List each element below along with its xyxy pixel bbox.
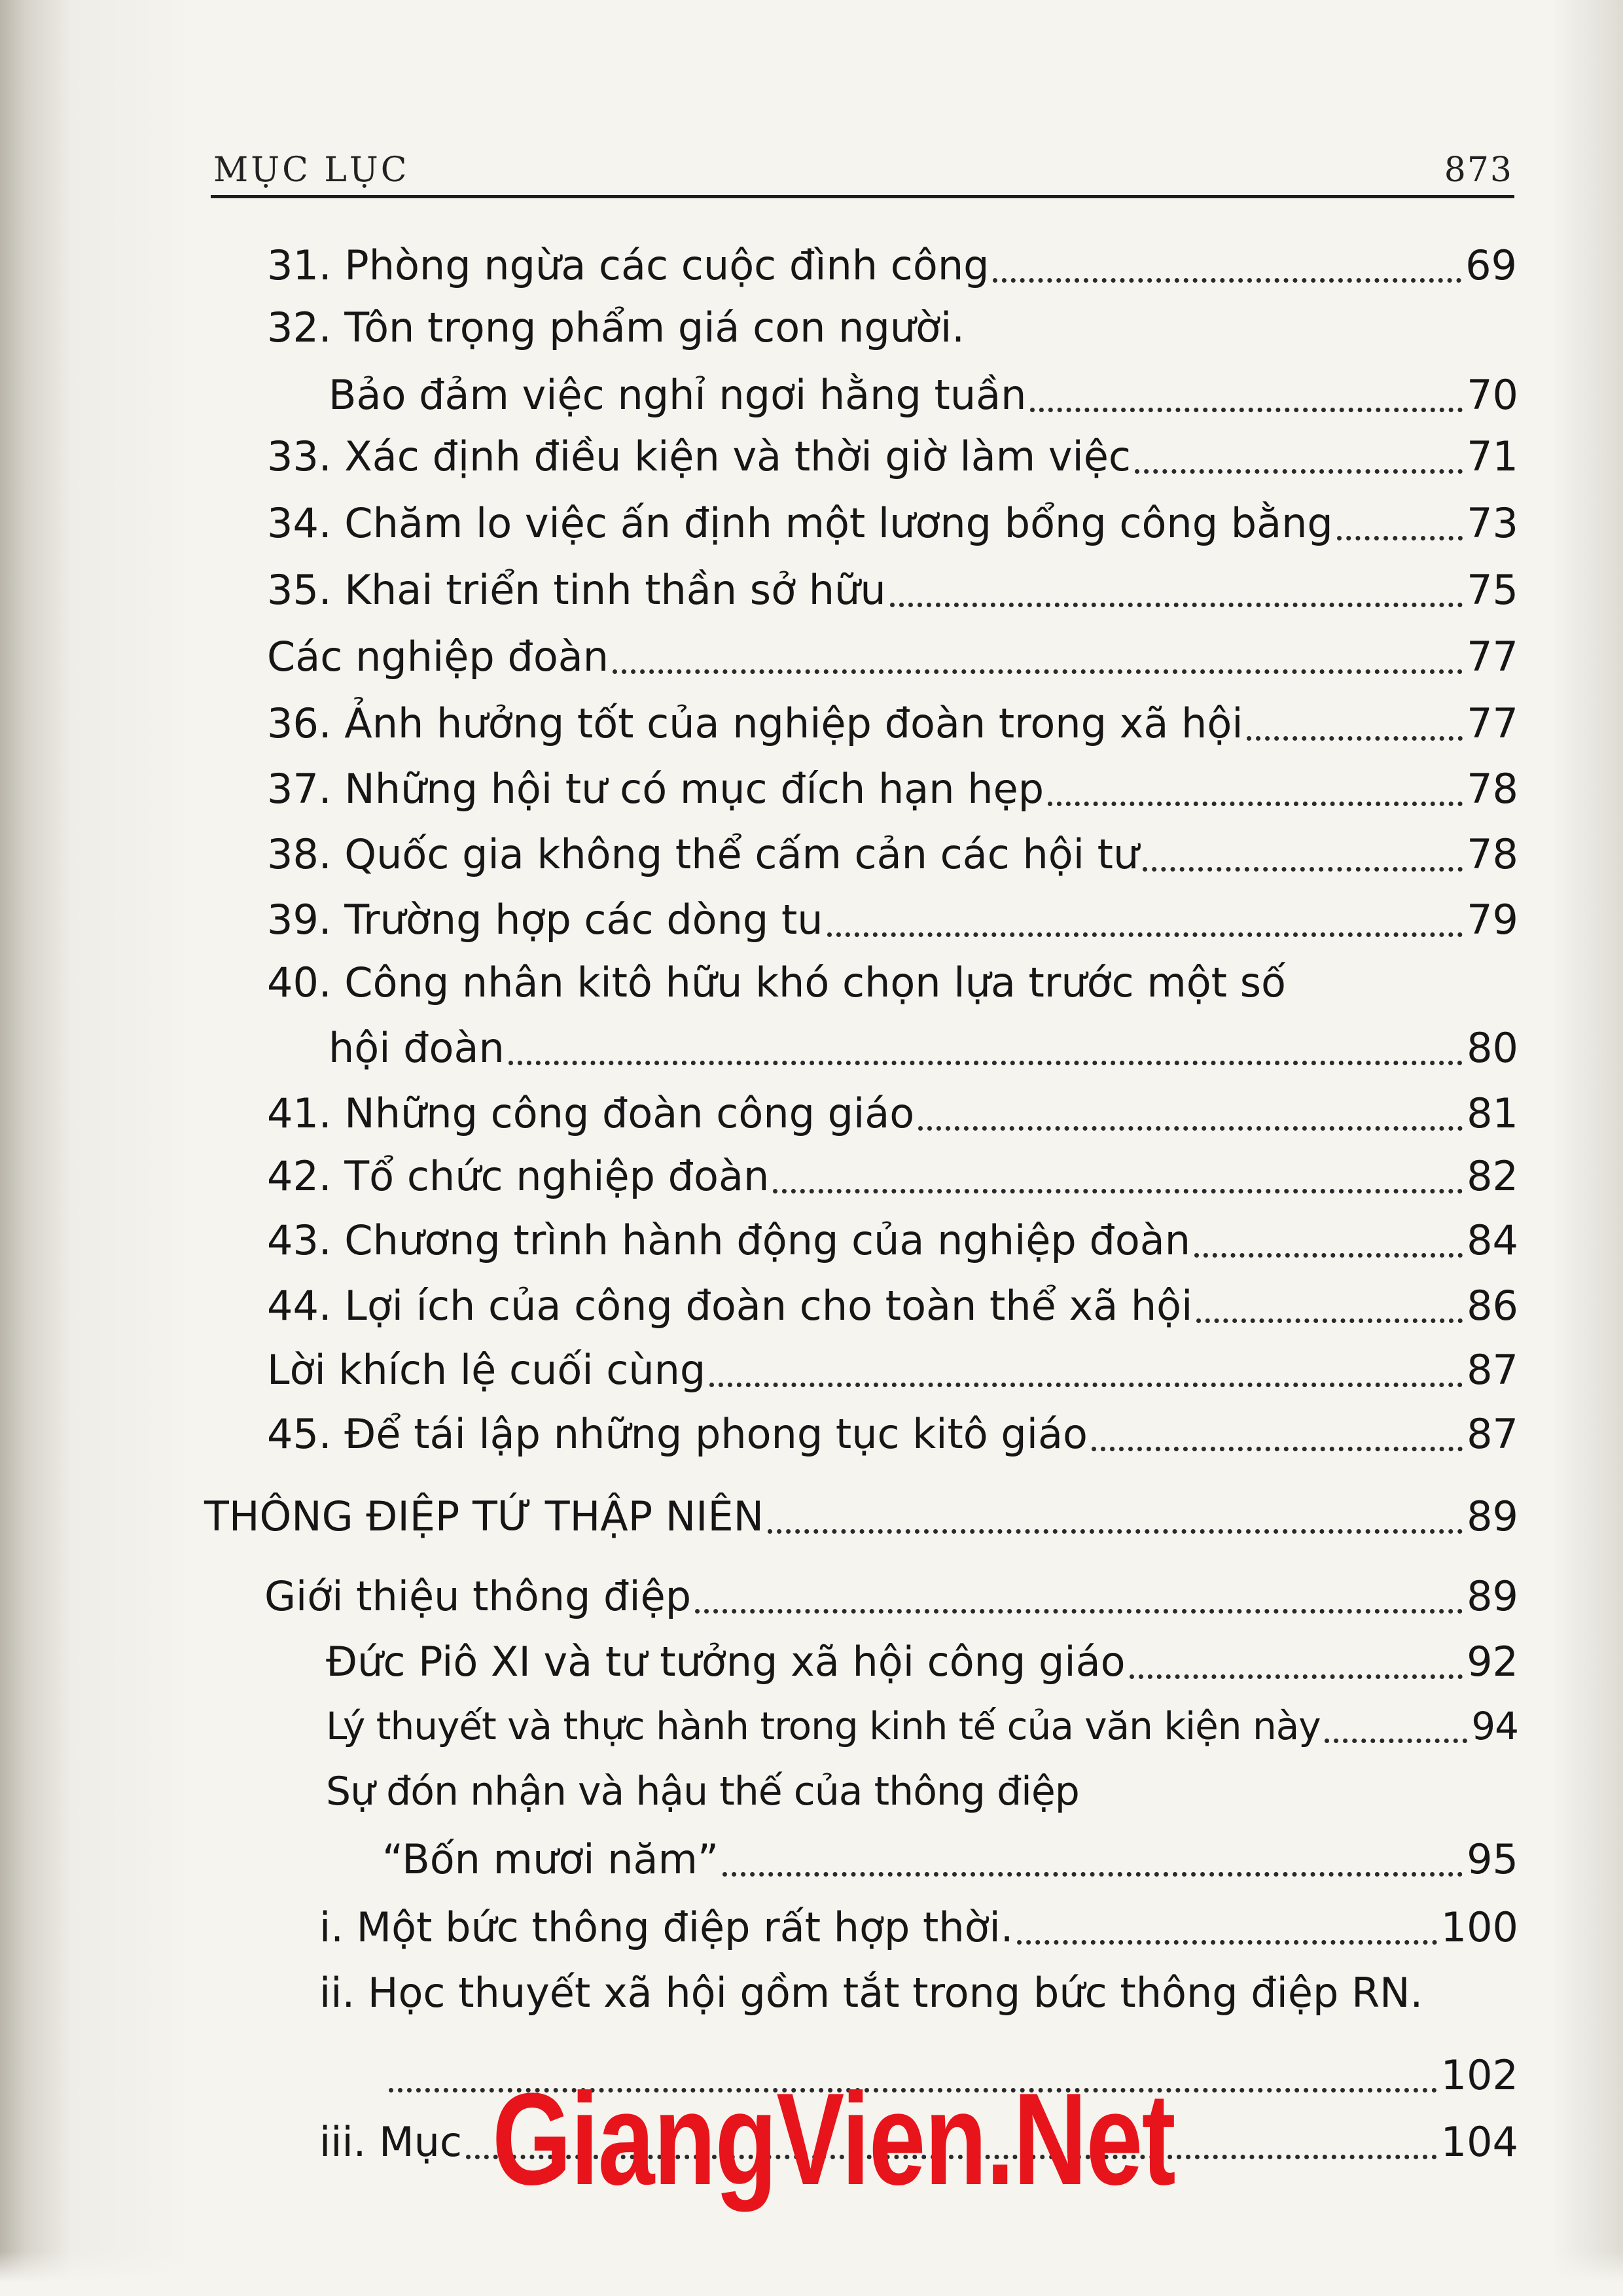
toc-entry <box>382 1829 1518 1890</box>
toc-entry-label: ii. Học thuyết xã hội gồm tắt trong bức thông điệp RN. <box>319 1969 1423 2017</box>
toc-entry-label: Lời khích lệ cuối cùng <box>267 1346 706 1394</box>
dot-leader <box>1092 1447 1463 1451</box>
toc-entry-page: 78 <box>1467 765 1518 813</box>
dot-leader <box>993 278 1461 283</box>
toc-entry-label: 45. Để tái lập những phong tục kitô giáo <box>267 1410 1088 1458</box>
toc-entry-label: 35. Khai triển tinh thần sở hữu <box>267 566 886 614</box>
dot-leader <box>1337 536 1463 540</box>
toc-entry-label: 32. Tôn trọng phẩm giá con người. <box>267 304 965 351</box>
dot-leader <box>1196 1318 1463 1323</box>
toc-entry <box>326 1632 1518 1692</box>
toc-entry-label: Đức Piô XI và tư tưởng xã hội công giáo <box>326 1638 1126 1686</box>
toc-entry <box>267 1210 1518 1271</box>
toc-entry-page: 71 <box>1467 433 1518 480</box>
toc-entry-label: Sự đón nhận và hậu thế của thông điệp <box>326 1769 1079 1814</box>
toc-entry-label: Lý thuyết và thực hành trong kinh tế của văn kiện này <box>326 1704 1321 1748</box>
dot-leader <box>773 1189 1463 1193</box>
dot-leader <box>827 932 1463 937</box>
toc-entry-label: iii. Mục <box>319 2118 462 2166</box>
dot-leader <box>1247 736 1463 741</box>
toc-entry <box>329 365 1518 425</box>
toc-entry-page: 95 <box>1467 1835 1518 1883</box>
toc-entry-page: 75 <box>1467 566 1518 614</box>
dot-leader <box>1017 1940 1436 1945</box>
dot-leader <box>1030 408 1463 412</box>
toc-entry <box>267 824 1518 885</box>
toc-entry-page: 70 <box>1467 371 1518 419</box>
toc-section-heading <box>204 1487 1518 1547</box>
toc-entry-page: 89 <box>1467 1492 1518 1540</box>
toc-entry-label: 41. Những công đoàn công giáo <box>267 1089 915 1137</box>
toc-entry-label: 43. Chương trình hành động của nghiệp đoàn <box>267 1216 1191 1264</box>
toc-entry-page: 77 <box>1467 633 1518 680</box>
toc-entry-page: 78 <box>1467 830 1518 878</box>
dot-leader <box>1130 1674 1463 1679</box>
toc-entry <box>267 236 1517 296</box>
dot-leader <box>1194 1253 1463 1258</box>
dot-leader <box>695 1609 1463 1614</box>
header-page-number: 873 <box>1444 150 1513 190</box>
toc-entry-label: 39. Trường hợp các dòng tu <box>267 896 823 944</box>
toc-entry-page: 86 <box>1467 1282 1518 1330</box>
toc-entry-page: 82 <box>1467 1152 1518 1200</box>
header-title: MỤC LỤC <box>213 150 410 190</box>
toc-entry-page: 69 <box>1465 241 1517 289</box>
toc-entry-page: 77 <box>1467 699 1518 747</box>
watermark: GiangVien.Net <box>492 2066 1175 2212</box>
toc-entry <box>267 627 1518 687</box>
toc-entry-label: 38. Quốc gia không thể cấm cản các hội tư <box>267 830 1139 878</box>
toc-entry-label: THÔNG ĐIỆP TỨ THẬP NIÊN <box>204 1492 764 1540</box>
toc-entry-label: 34. Chăm lo việc ấn định một lương bổng công bằng <box>267 499 1333 547</box>
toc-entry-page: 80 <box>1467 1024 1518 1072</box>
toc-entry <box>267 759 1518 819</box>
toc-entry-label: Giới thiệu thông điệp <box>264 1572 692 1620</box>
toc-entry <box>267 493 1518 554</box>
toc-entry <box>319 1898 1518 1958</box>
toc-entry-label: 31. Phòng ngừa các cuộc đình công <box>267 241 990 289</box>
toc-entry-page: 79 <box>1467 896 1518 944</box>
toc-entry-page: 94 <box>1471 1704 1518 1748</box>
toc-entry <box>267 1084 1518 1144</box>
toc-entry-page: 100 <box>1440 1903 1518 1951</box>
scan-bottom-fade <box>0 2251 1623 2296</box>
toc-entry <box>326 1696 1518 1756</box>
toc-entry-label: 44. Lợi ích của công đoàn cho toàn thể xã hội <box>267 1282 1193 1330</box>
toc-entry <box>267 427 1518 487</box>
toc-entry-label: 36. Ảnh hưởng tốt của nghiệp đoàn trong xã hội <box>267 699 1243 747</box>
toc-entry-label: 33. Xác định điều kiện và thời giờ làm việc <box>267 433 1132 480</box>
toc-entry-page: 104 <box>1440 2118 1518 2166</box>
dot-leader <box>1143 867 1463 872</box>
dot-leader <box>1135 469 1463 474</box>
toc-entry <box>267 694 1518 754</box>
toc-entry-page: 87 <box>1467 1410 1518 1458</box>
dot-leader <box>1325 1739 1468 1743</box>
toc-entry-page: 89 <box>1467 1572 1518 1620</box>
toc-entry <box>264 1566 1518 1627</box>
toc-entry <box>329 1018 1518 1078</box>
toc-entry <box>267 1404 1518 1464</box>
toc-entry-page: 87 <box>1467 1346 1518 1394</box>
toc-entry-label: 37. Những hội tư có mục đích hạn hẹp <box>267 765 1044 813</box>
toc-entry <box>267 1340 1518 1400</box>
toc-entry-label: Bảo đảm việc nghỉ ngơi hằng tuần <box>329 371 1027 419</box>
toc-entry-label: Các nghiệp đoàn <box>267 633 609 680</box>
dot-leader <box>918 1126 1463 1131</box>
toc-entry-label: “Bốn mươi năm” <box>382 1835 719 1883</box>
toc-entry-page: 102 <box>1440 2051 1518 2099</box>
toc-entry-page: 84 <box>1467 1216 1518 1264</box>
toc-entry-label: i. Một bức thông điệp rất hợp thời. <box>319 1903 1014 1951</box>
toc-entry <box>267 890 1518 950</box>
dot-leader <box>768 1529 1463 1534</box>
toc-entry <box>267 1146 1518 1207</box>
toc-entry-page: 81 <box>1467 1089 1518 1137</box>
dot-leader <box>1048 802 1463 806</box>
toc-entry-label: 42. Tổ chức nghiệp đoàn <box>267 1152 770 1200</box>
dot-leader <box>890 603 1463 607</box>
dot-leader <box>613 669 1463 674</box>
toc-entry-label: 40. Công nhân kitô hữu khó chọn lựa trước một số <box>267 959 1286 1006</box>
toc-entry-page: 73 <box>1467 499 1518 547</box>
toc-entry <box>267 560 1518 620</box>
toc-entry-label: hội đoàn <box>329 1024 505 1072</box>
dot-leader <box>722 1872 1463 1877</box>
toc-entry <box>267 1276 1518 1336</box>
dot-leader <box>709 1383 1463 1387</box>
toc-entry-page: 92 <box>1467 1638 1518 1686</box>
dot-leader <box>508 1061 1463 1065</box>
